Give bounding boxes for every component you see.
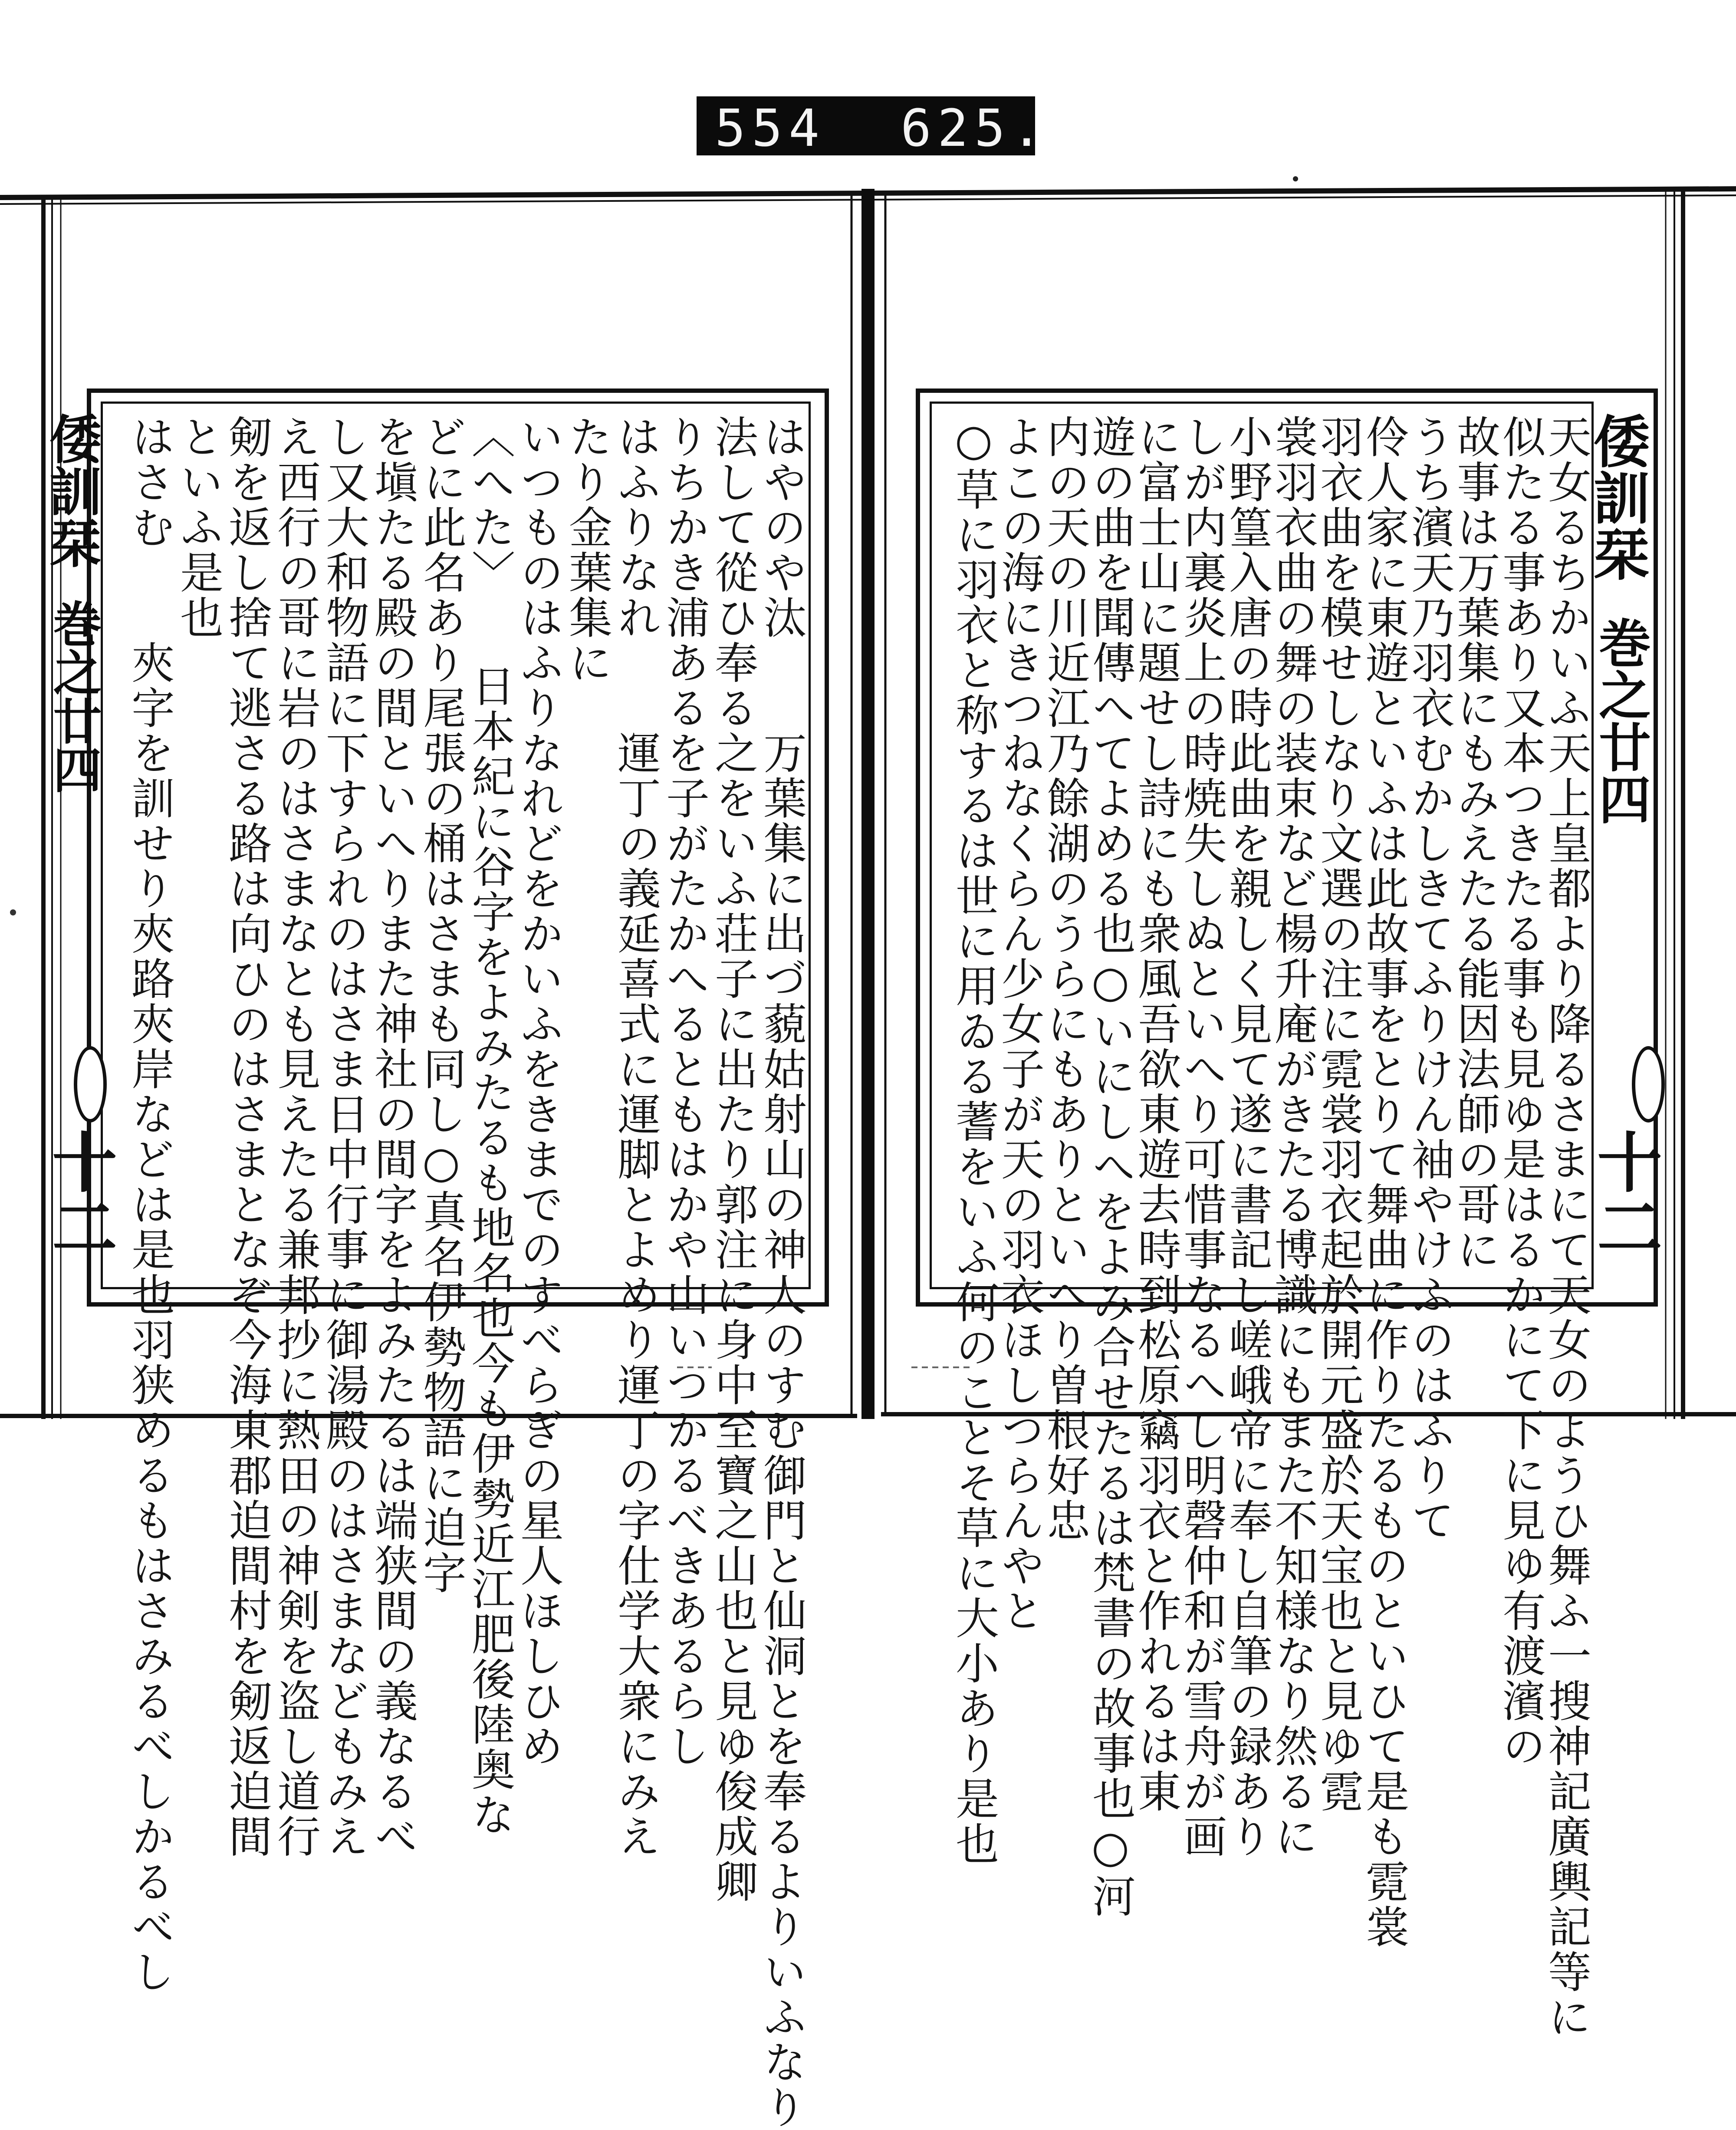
right-page-header: 倭訓栞 [1584, 412, 1651, 582]
right-text-column: 遊の曲を聞傳へてよめる也○いにしへをよみ合せたるは梵書の故事也○河 [1085, 415, 1136, 1919]
right-text-column: よこの海にきつねなくらん少女子が天の羽衣ほしつらんやと [994, 415, 1045, 1633]
left-text-column: はやのや汰 万葉集に出づ藐姑射山の神人のすむ御門と仙洞とを奉るよりいふなり [756, 415, 807, 2130]
right-text-column: うち濱天乃羽衣むかしきてふりけん袖やけふのはふりて [1404, 415, 1455, 1543]
right-text-column: 故事は万葉集にもみえたる能因法師の哥に [1450, 415, 1500, 1272]
left-text-column: といふ是也 [173, 415, 224, 640]
left-text-column: どに此名あり尾張の桶はさまも同し○真名伊勢物語に迫字 [416, 415, 467, 1596]
left-text-column: を塡たる殿の間といへりまた神社の間字をよみたるは端狭間の義なるべ [367, 415, 418, 1859]
left-text-column: いつものはふりなれどをかいふをきまでのすべらぎの星人ほしひめ [513, 415, 564, 1769]
left-page-volume: 巻之廿四 [45, 599, 102, 793]
right-text-column: 羽衣曲を模せしなり文選の注に霓裳羽衣起於開元盛於天宝也と見ゆ霓 [1313, 415, 1364, 1814]
scan-number-label [697, 96, 1049, 158]
left-text-column: 剱を返し捨て逃さる路は向ひのはさまとなぞ今海東郡迫間村を剱返迫間 [221, 415, 272, 1859]
left-text-column: し又大和物語に下すられのはさま日中行事に御湯殿のはさまなどもみえ [319, 415, 369, 1859]
left-text-column: え西行の哥に岩のはさまなとも見えたる兼邦抄に熱田の神剣を盗し道行 [270, 415, 321, 1859]
left-text-column: 法して從ひ奉る之をいふ荘子に出たり郭注に身中至寶之山也と見ゆ俊成卿 [707, 415, 758, 1904]
right-page-folio: 十二 [1586, 1129, 1662, 1259]
left-page-folio: 十二 [41, 1129, 117, 1259]
right-page-volume: 巻之廿四 [1590, 616, 1651, 825]
right-fish-tail-mark [1632, 1046, 1665, 1123]
right-text-column: しが内裏炎上の時焼失しぬといへり可惜事なるへし明磬仲和が雪舟が画 [1176, 415, 1227, 1859]
left-page-header: 倭訓栞 [41, 412, 102, 569]
scan-number-right: 625. [901, 98, 1049, 158]
left-text-column: たり金葉集に [562, 415, 612, 685]
right-text-column: 内の天の川近江乃餘湖のうらにもありといへり曽根好忠 [1039, 415, 1090, 1543]
right-text-column: 小野篁入唐の時此曲を親しく見て遂に書記し嵯峨帝に奉し自筆の録あり [1222, 415, 1272, 1859]
right-text-column: 伶人家に東遊といふは此故事をとりて舞曲に作りたるものといひて是も霓裳 [1358, 415, 1409, 1949]
right-text-column: に富士山に題せし詩にも衆風吾欲東遊去時到松原竊羽衣と作れるは東 [1131, 415, 1181, 1814]
right-text-column: 似たる事あり又本つきたる事も見ゆ是はるかにて下に見ゆ有渡濱の [1495, 415, 1546, 1769]
scan-number-left: 554 [715, 98, 826, 158]
left-fish-tail-mark [74, 1046, 107, 1123]
left-text-column: はふりなれ 運丁の義延喜式に運脚とよめり運丁の字仕学大衆にみえ [610, 415, 661, 1859]
left-text-column: はさむ 夾字を訓せり夾路夾岸などは是也羽狭めるもはさみるべしかるべし [124, 415, 175, 1995]
right-text-column: ○草に羽衣と称するは世に用ゐる蓍をいふ何のことそ草に大小あり是也 [948, 415, 999, 1867]
right-text-column: 裳羽衣曲の舞の装束など楊升庵がきたる博識にもまた不知様なり然るに [1267, 415, 1318, 1859]
left-text-column: りちかき浦あるを子がたかへるともはかや山いつかるべきあるらし [659, 415, 710, 1769]
left-text-column: 〈へた〉 日本紀に谷字をよみたるも地名也今も伊勢近江肥後陸奥な [464, 415, 515, 1837]
right-text-column: 天女るちかいふ天上皇都より降るさまにて天女のようひ舞ふ一搜神記廣輿記等に [1541, 415, 1591, 2040]
